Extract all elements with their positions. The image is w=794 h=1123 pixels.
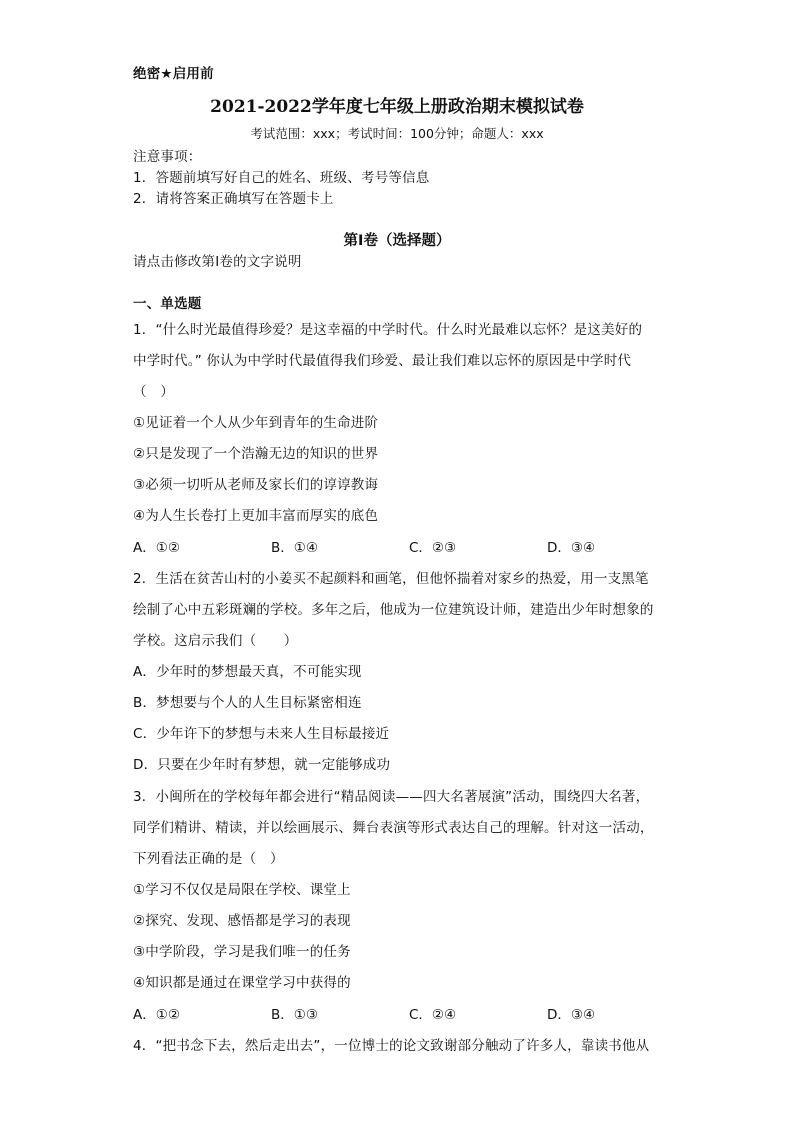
exam-title: 2021-2022学年度七年级上册政治期末模拟试卷	[210, 97, 584, 117]
option-d: D．③④	[547, 1007, 596, 1023]
notice-item: 1．答题前填写好自己的姓名、班级、考号等信息	[133, 170, 430, 186]
option-a: A．①②	[133, 1007, 180, 1023]
question-line: 下列看法正确的是（ ）	[133, 851, 284, 867]
option-c: C．②④	[409, 1007, 457, 1023]
section-title: 第I卷（选择题）	[343, 233, 451, 249]
option-d: D．③④	[547, 540, 596, 556]
question-line: （ ）	[133, 384, 175, 400]
statement-item: ②探究、发现、感悟都是学习的表现	[133, 913, 351, 929]
option-b: B．①③	[271, 1007, 318, 1023]
notice-heading: 注意事项：	[133, 149, 202, 165]
option-d: D．只要在少年时有梦想，就一定能够成功	[133, 757, 391, 773]
statement-item: ④知识都是通过在课堂学习中获得的	[133, 975, 351, 991]
option-b: B．梦想要与个人的人生目标紧密相连	[133, 695, 362, 711]
option-c: C．少年许下的梦想与未来人生目标最接近	[133, 726, 390, 742]
question-line: 2．生活在贫苦山村的小姜买不起颜料和画笔，但他怀揣着对家乡的热爱，用一支黑笔	[133, 571, 649, 587]
option-c: C．②③	[409, 540, 457, 556]
part-heading: 一、单选题	[133, 296, 202, 312]
statement-item: ①见证着一个人从少年到青年的生命进阶	[133, 415, 379, 431]
question-line: 中学时代。” 你认为中学时代最值得我们珍爱、最让我们难以忘怀的原因是中学时代	[133, 353, 632, 369]
question-line: 4．“把书念下去，然后走出去”，一位博士的论文致谢部分触动了许多人，靠读书他从	[133, 1038, 650, 1054]
statement-item: ②只是发现了一个浩瀚无边的知识的世界	[133, 446, 379, 462]
secret-label: 绝密★启用前	[133, 66, 214, 82]
section-description: 请点击修改第I卷的文字说明	[133, 254, 302, 270]
notice-item: 2．请将答案正确填写在答题卡上	[133, 191, 334, 207]
question-line: 1．“什么时光最值得珍爱？是这幸福的中学时代。什么时光最难以忘怀？是这美好的	[133, 322, 643, 338]
exam-info: 考试范围：xxx；考试时间：100分钟；命题人：xxx	[250, 126, 544, 141]
question-line: 绘制了心中五彩斑斓的学校。多年之后，他成为一位建筑设计师，建造出少年时想象的	[133, 602, 654, 618]
question-line: 学校。这启示我们（ ）	[133, 633, 298, 649]
statement-item: ③必须一切听从老师及家长们的谆谆教诲	[133, 477, 379, 493]
statement-item: ③中学阶段，学习是我们唯一的任务	[133, 944, 351, 960]
option-a: A．少年时的梦想最天真，不可能实现	[133, 664, 362, 680]
statement-item: ④为人生长卷打上更加丰富而厚实的底色	[133, 508, 379, 524]
option-a: A．①②	[133, 540, 180, 556]
question-line: 3．小闽所在的学校每年都会进行“精品阅读——四大名著展演”活动，围绕四大名著，	[133, 789, 650, 805]
statement-item: ①学习不仅仅是局限在学校、课堂上	[133, 882, 351, 898]
question-line: 同学们精讲、精读，并以绘画展示、舞台表演等形式表达自己的理解。针对这一活动，	[133, 820, 654, 836]
option-b: B．①④	[271, 540, 318, 556]
